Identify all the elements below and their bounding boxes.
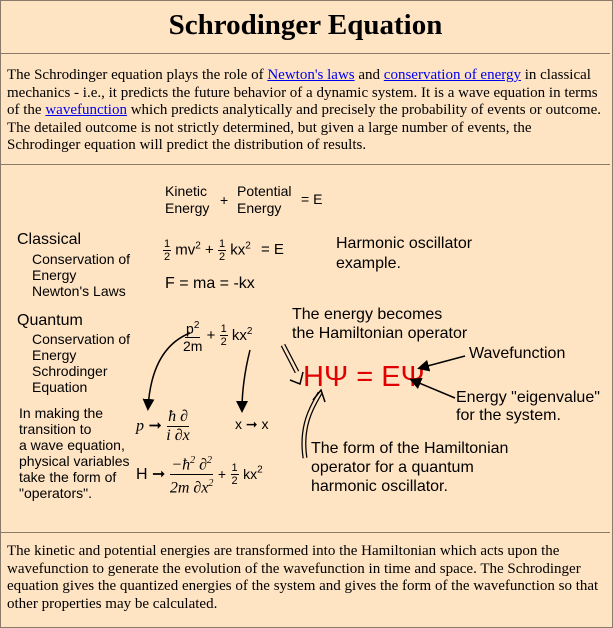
- schrodinger-equation-h-psi: HΨ = EΨ: [303, 361, 425, 393]
- hamiltonian-operator-label: the Hamiltonian operator: [292, 325, 468, 342]
- newtons-laws-label: Newton's Laws: [32, 283, 126, 299]
- intro-text-1: The Schrodinger equation plays the role of: [7, 67, 268, 83]
- one-half-fraction-1: $\frac{1}{2}$: [164, 238, 171, 263]
- x-to-operator-arrow: [242, 350, 250, 410]
- quantum-energy: Energy: [32, 347, 77, 363]
- one-half-fraction-4: $\frac{1}{2}$: [231, 462, 238, 488]
- wavefunction-label: Wavefunction: [469, 345, 566, 362]
- equation-label: Equation: [32, 379, 88, 395]
- page-title: Schrodinger Equation: [168, 9, 443, 41]
- classical-energy-equation: $\frac{1}{2}$ $mv^2$ + $\frac{1}{2}$ $kx^2 = E$: [164, 238, 284, 263]
- potential-label: Potential: [237, 183, 292, 199]
- wavefunction-link[interactable]: wavefunction: [45, 102, 127, 118]
- momentum-operator: p ➞ $\frac{ħ \partial}{i \partial x}$: [136, 408, 190, 444]
- newton-force-equation: F = ma = -kx: [165, 275, 255, 292]
- p-squared-over-2m: $\frac{p^2}{2m}$: [183, 320, 203, 354]
- eigenvalue-label: Energy "eigenvalue": [456, 389, 600, 406]
- classical-conservation: Conservation of: [32, 251, 131, 267]
- equals-e: = E: [301, 191, 323, 207]
- position-operator: x ➞ x: [235, 416, 269, 432]
- wavefunction-arrow: [420, 356, 465, 368]
- quantum-heading: Quantum: [17, 312, 83, 329]
- making-text-5: take the form of: [19, 469, 117, 485]
- making-text-1: In making the: [19, 405, 104, 421]
- conservation-of-energy-link[interactable]: conservation of energy: [383, 67, 521, 83]
- quantum-conservation: Conservation of: [32, 331, 131, 347]
- schrodinger-label: Schrodinger: [32, 363, 108, 379]
- hbar-over-i-dx: $\frac{ħ \partial}{i \partial x}$: [166, 408, 190, 444]
- one-half-fraction-2: $\frac{1}{2}$: [218, 238, 226, 263]
- making-text-2: transition to: [19, 421, 92, 437]
- one-half-fraction-3: $\frac{1}{2}$: [220, 323, 227, 349]
- divider-bottom: [1, 532, 610, 533]
- intro-text-2: and: [354, 67, 384, 83]
- plus-sign: +: [220, 192, 229, 208]
- classical-heading: Classical: [17, 231, 82, 248]
- kinetic-label: Kinetic: [165, 183, 208, 199]
- intro-text-4: which predicts analytically and precisely the probability of events or outcome. The detailed outcome is not strictly determined, but given a large number of events, the Schrodinger equation will predict the distribution of results.: [7, 102, 601, 153]
- form-hamiltonian-2: operator for a quantum: [311, 459, 474, 476]
- making-text-4: physical variables: [19, 453, 130, 469]
- potential-energy-label: Energy: [237, 200, 282, 216]
- second-derivative-term: $\frac{-ħ^2 \partial^2}{2m \partial x^2}$: [170, 452, 214, 498]
- form-hamiltonian-1: The form of the Hamiltonian: [311, 440, 509, 457]
- form-hamiltonian-3: harmonic oscillator.: [311, 478, 448, 495]
- intro-text-3: in classical mechanics - i.e., it predicts the future behavior of a dynamic system. It is a wave equation in terms of the: [7, 67, 598, 118]
- harmonic-oscillator-label: Harmonic oscillator: [336, 235, 473, 252]
- energy-becomes-label: The energy becomes: [292, 306, 443, 323]
- p-to-operator-arrow: [148, 333, 190, 408]
- quantum-energy-equation: $\frac{p^2}{2m}$ + $\frac{1}{2}$ $kx^2$: [183, 320, 253, 354]
- classical-energy: Energy: [32, 267, 77, 283]
- hamiltonian-operator-form: H ➞ $\frac{-ħ^2 \partial^2}{2m \partial x^2}$ + $\frac{1}{2}$ $kx^2$: [136, 452, 263, 498]
- for-the-system-label: for the system.: [456, 407, 561, 424]
- harmonic-example-label: example.: [336, 255, 401, 272]
- kinetic-energy-label: Energy: [165, 200, 210, 216]
- making-text-3: a wave equation,: [19, 437, 125, 453]
- newtons-laws-link[interactable]: Newton's laws: [267, 67, 355, 83]
- outro-paragraph: The kinetic and potential energies are transformed into the Hamiltonian which acts upon the wavefunction to generate the evolution of the wavefunction in time and space. The Schrodinger equation gives the quantized energies of the system and gives the form of the wavefunction so that other properties may be calculated.: [7, 543, 599, 612]
- making-text-6: "operators".: [19, 485, 92, 501]
- eigenvalue-arrow: [412, 380, 455, 398]
